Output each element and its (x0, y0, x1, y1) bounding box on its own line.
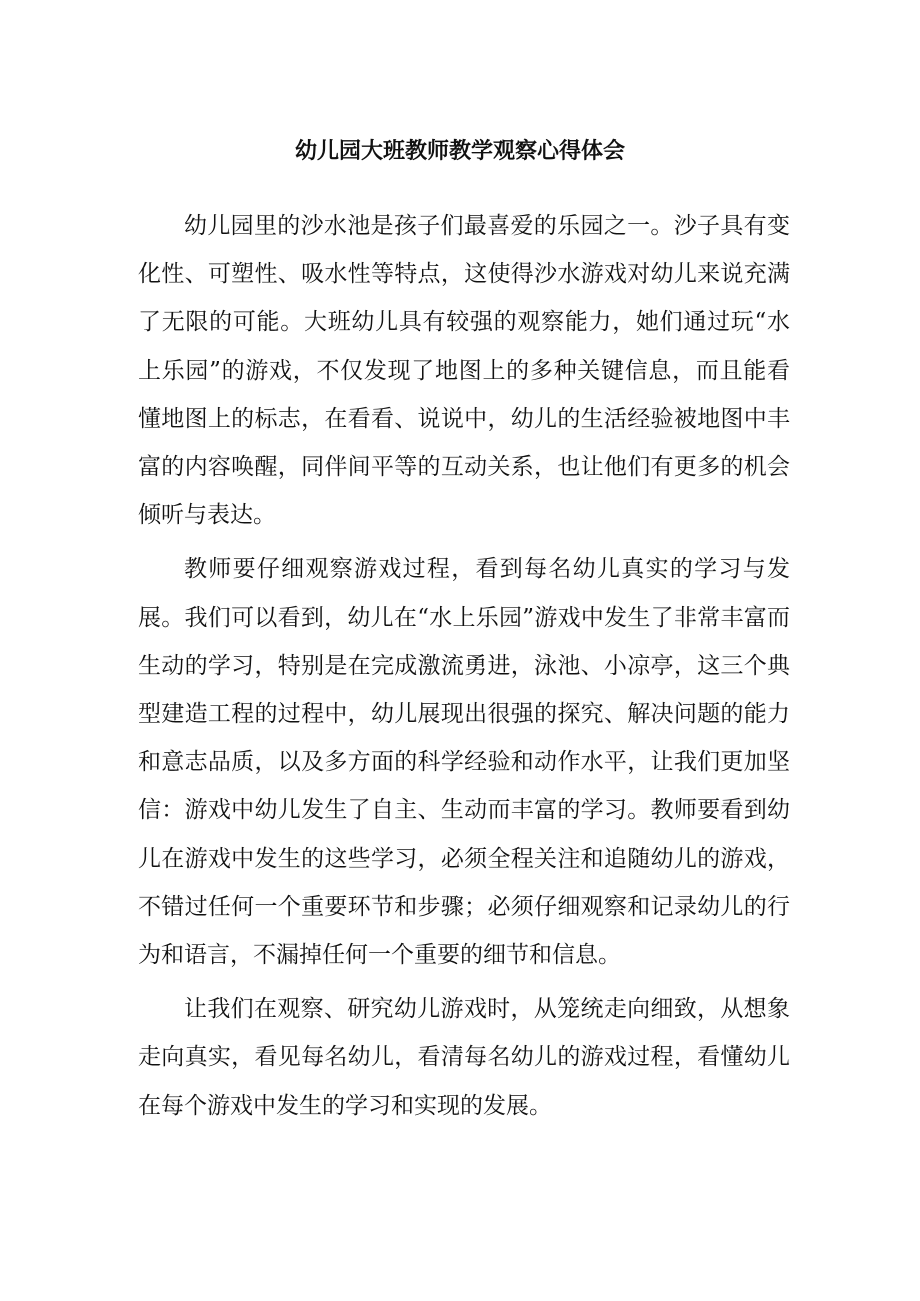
paragraph-2: 教师要仔细观察游戏过程，看到每名幼儿真实的学习与发展。我们可以看到，幼儿在“水上乐园”游戏中发生了非常丰富而生动的学习，特别是在完成激流勇进，泳池、小凉亭，这三个典型建造工程的过程中，幼儿展现出很强的探究、解决问题的能力和意志品质，以及多方面的科学经验和动作水平，让我们更加坚信：游戏中幼儿发生了自主、生动而丰富的学习。教师要看到幼儿在游戏中发生的这些学习，必须全程关注和追随幼儿的游戏，不错过任何一个重要环节和步骤；必须仔细观察和记录幼儿的行为和语言，不漏掉任何一个重要的细节和信息。 (138, 556, 790, 969)
page-title: 幼儿园大班教师教学观察心得体会 (294, 139, 625, 164)
paragraph-3: 让我们在观察、研究幼儿游戏时，从笼统走向细致，从想象走向真实，看见每名幼儿，看清每名幼儿的游戏过程，看懂幼儿在每个游戏中发生的学习和实现的发展。 (138, 996, 790, 1119)
paragraph-1: 幼儿园里的沙水池是孩子们最喜爱的乐园之一。沙子具有变化性、可塑性、吸水性等特点，这使得沙水游戏对幼儿来说充满了无限的可能。大班幼儿具有较强的观察能力，她们通过玩“水上乐园”的游戏，不仅发现了地图上的多种关键信息，而且能看懂地图上的标志，在看看、说说中，幼儿的生活经验被地图中丰富的内容唤醒，同伴间平等的互动关系，也让他们有更多的机会倾听与表达。 (138, 213, 790, 529)
document-body (138, 202, 790, 1130)
